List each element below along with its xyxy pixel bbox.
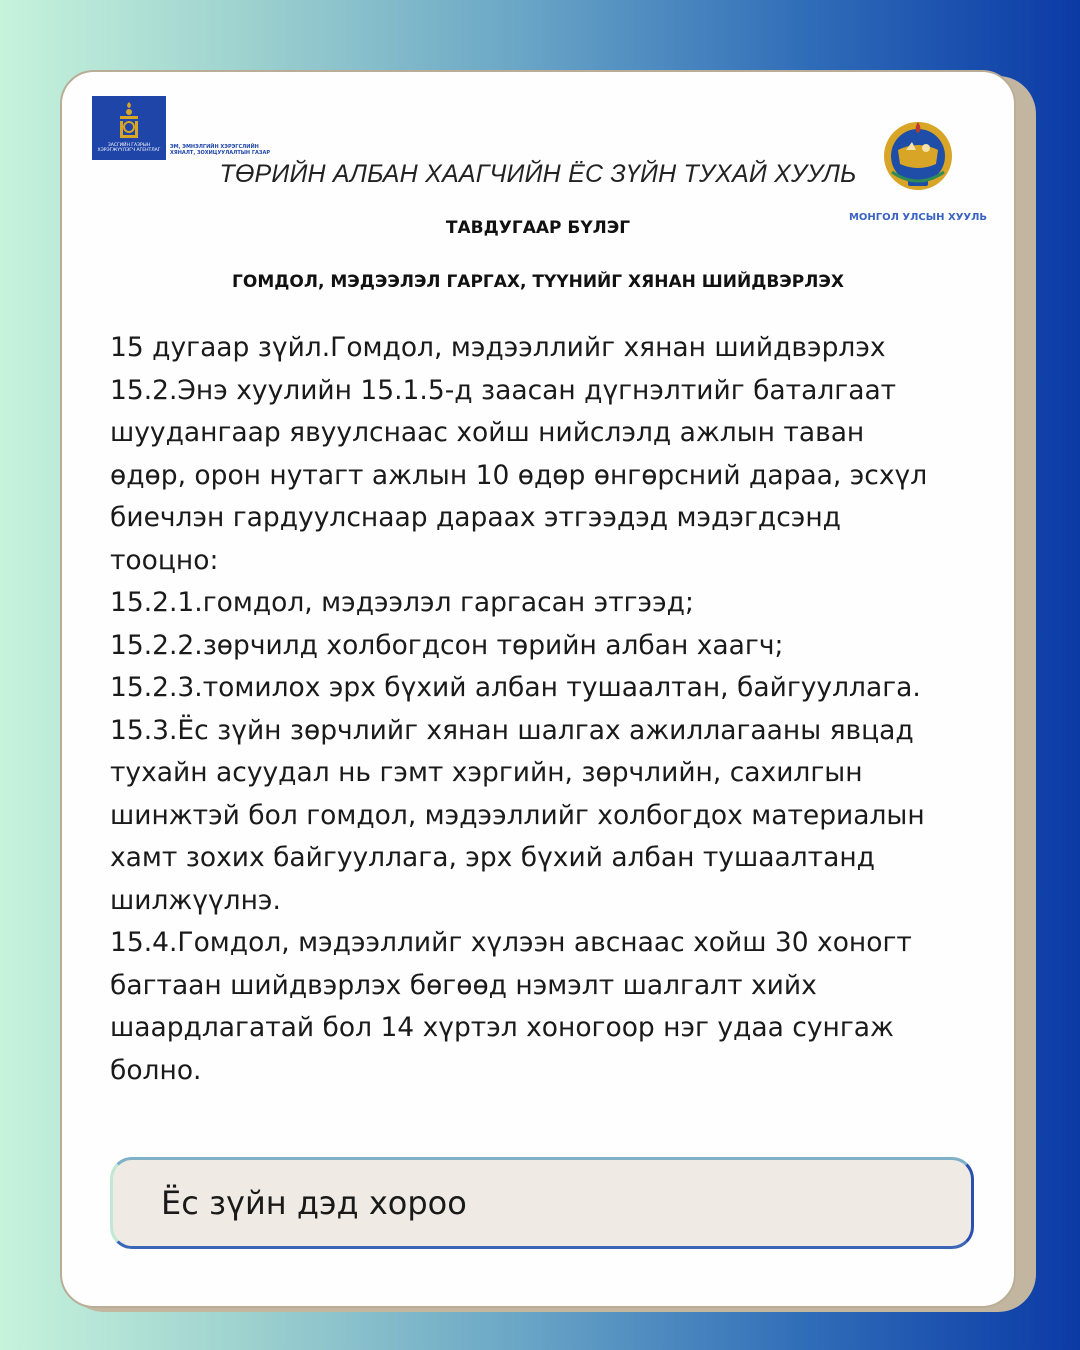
text-line: 15.2.Энэ хуулийн 15.1.5-д заасан дүгнэлтийг баталгаат xyxy=(110,374,897,406)
document-title: ТӨРИЙН АЛБАН ХААГЧИЙН ЁС ЗҮЙН ТУХАЙ ХУУЛЬ xyxy=(219,160,857,188)
text-line: 15.4.Гомдол, мэдээллийг хүлээн авснаас хойш 30 хоногт xyxy=(110,927,912,958)
text-line: тухайн асуудал нь гэмт хэргийн, зөрчлийн, сахилгын xyxy=(110,757,863,788)
text-line: шуудангаар явуулснаас хойш нийслэлд ажлын таван xyxy=(110,417,865,448)
text-line: 15 дугаар зүйл.Гомдол, мэдээллийг хянан шийдвэрлэх xyxy=(110,332,886,363)
text-line: 15.3.Ёс зүйн зөрчлийг хянан шалгах ажиллагааны явцад xyxy=(110,714,914,746)
law-logo-caption: МОНГОЛ УЛСЫН ХУУЛЬ xyxy=(848,212,988,223)
chapter-name: ГОМДОЛ, МЭДЭЭЛЭЛ ГАРГАХ, ТҮҮНИЙГ ХЯНАН ШИЙДВЭРЛЭХ xyxy=(232,272,844,292)
committee-name: Ёс зүйн дэд хороо xyxy=(161,1184,467,1222)
agency-emblem xyxy=(92,96,166,160)
agency-name: ЭМ, ЭМНЭЛГИЙН ХЭРЭГСЛИЙН ХЯНАЛТ, ЗОХИЦУУЛАЛТЫН ГАЗАР xyxy=(170,144,270,156)
text-line: өдөр, орон нутагт ажлын 10 өдөр өнгөрсний дараа, эсхүл xyxy=(110,459,928,491)
text-line: 15.2.3.томилох эрх бүхий албан тушаалтан, байгууллага. xyxy=(110,672,921,703)
text-line: 15.2.1.гомдол, мэдээлэл гаргасан этгээд; xyxy=(110,587,694,618)
soyombo-icon xyxy=(117,101,141,141)
article-body xyxy=(110,327,990,1092)
text-line: шаардлагатай бол 14 хүртэл хоногоор нэг удаа сунгаж xyxy=(110,1012,894,1043)
document-card xyxy=(60,70,1016,1308)
agency-emblem-text: ЗАСГИЙН ГАЗРЫН ХЭРЭГЖҮҮЛЭГЧ АГЕНТЛАГ xyxy=(97,143,161,153)
text-line: багтаан шийдвэрлэх бөгөөд нэмэлт шалгалт хийх xyxy=(110,969,817,1001)
text-line: хамт зохих байгууллага, эрх бүхий албан тушаалтанд xyxy=(110,842,875,873)
text-line: болно. xyxy=(110,1054,202,1086)
agency-logo xyxy=(92,96,270,160)
committee-banner xyxy=(110,1157,974,1249)
chapter-heading: ТАВДУГААР БҮЛЭГ xyxy=(445,218,631,238)
text-line: шилжүүлнэ. xyxy=(110,884,281,916)
text-line: 15.2.2.зөрчилд холбогдсон төрийн албан хаагч; xyxy=(110,629,784,661)
text-line: тооцно: xyxy=(110,544,219,576)
text-line: биечлэн гардуулснаар дараах этгээдэд мэдэгдсэнд xyxy=(110,502,841,533)
text-line: шинжтэй бол гомдол, мэдээллийг холбогдох материалын xyxy=(110,799,925,831)
